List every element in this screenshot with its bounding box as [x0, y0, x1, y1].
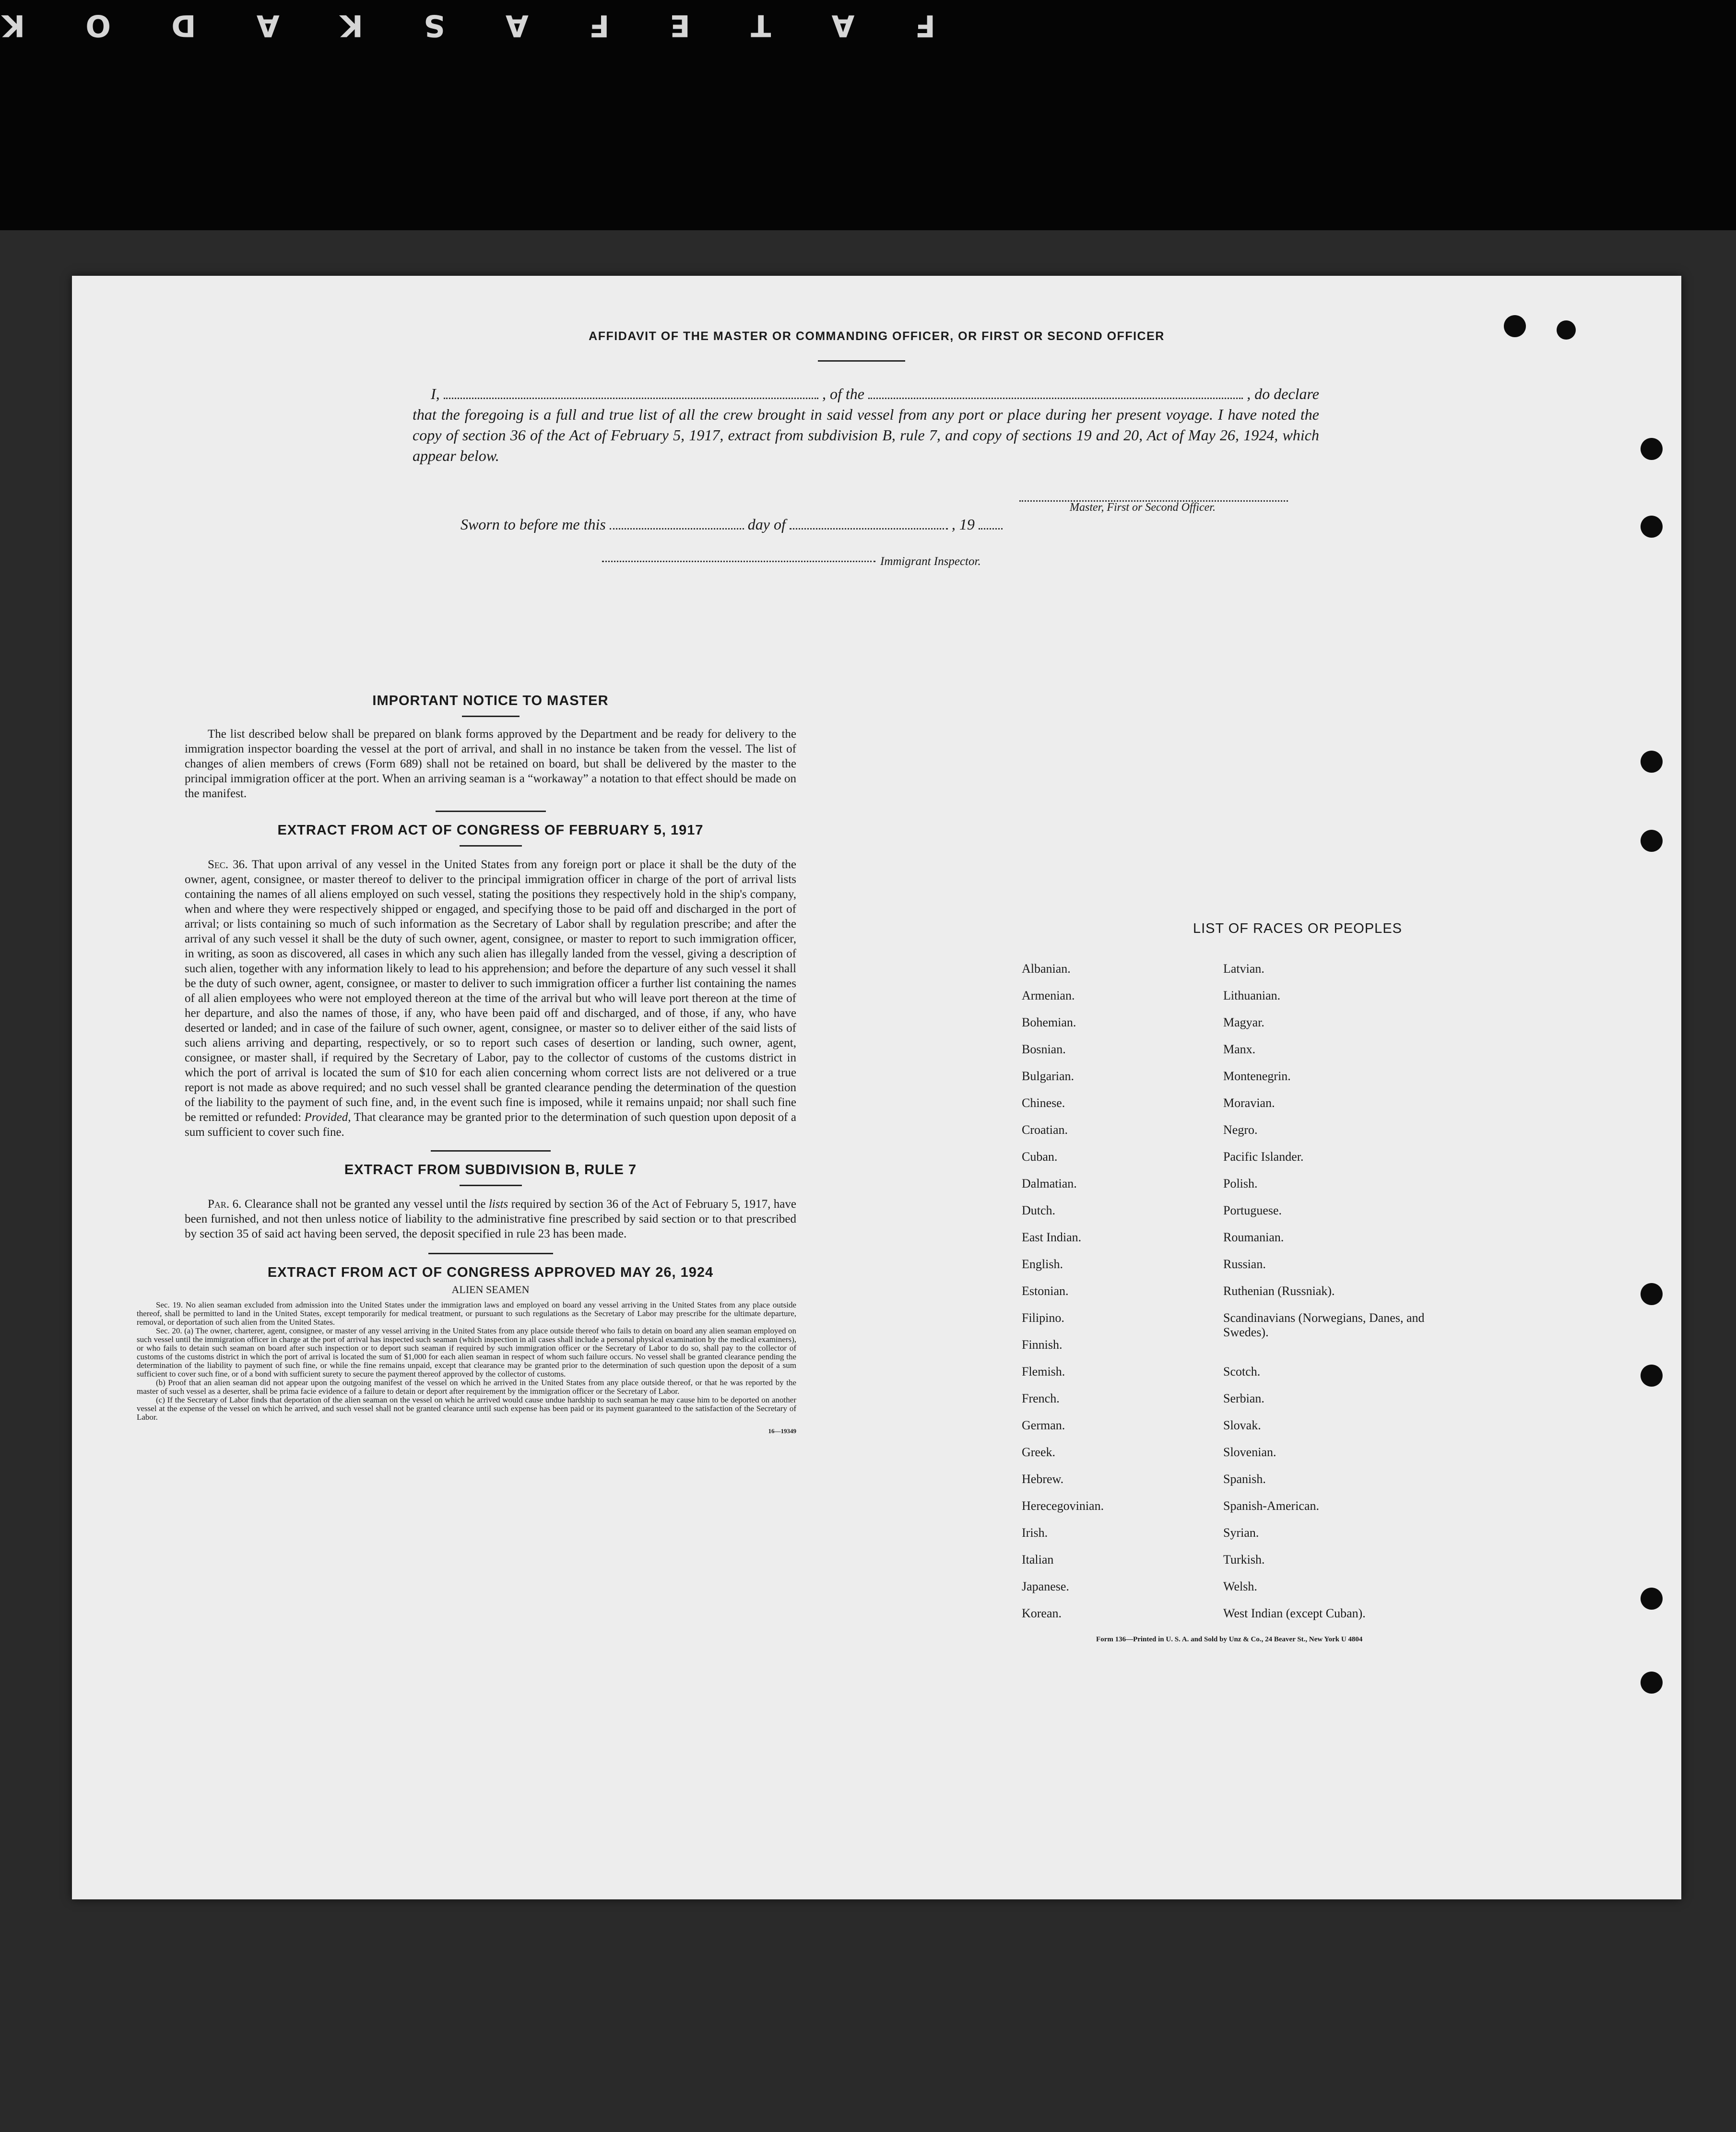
- film-edge-letter: A: [254, 8, 280, 43]
- affidavit-statement: [413, 384, 1319, 466]
- film-edge-letter: T: [749, 8, 771, 43]
- film-edge-letter: O: [83, 8, 111, 43]
- section-20c: (c) If the Secretary of Labor finds that deportation of the alien seaman on the vessel on which he arrived would cause undue hardship to such seaman he may cause him to be deported on another vessel at the expense of the vessel on which he arrived, and such vessel shall not be granted clearance until such expense has been paid or its payment guaranteed to the satisfaction of the Secretary of Labor.: [137, 1395, 796, 1422]
- races-title: LIST OF RACES OR PEOPLES: [1193, 921, 1403, 936]
- year-blank: [979, 515, 1003, 530]
- race-item-left: Greek.: [1022, 1445, 1056, 1459]
- divider: [436, 811, 546, 812]
- race-item-left: Bosnian.: [1022, 1042, 1066, 1056]
- affidavit-i: I,: [431, 385, 440, 402]
- race-item-right: Magyar.: [1223, 1015, 1264, 1029]
- race-item-left: Herecegovinian.: [1022, 1499, 1104, 1513]
- sworn-year: , 19: [951, 516, 975, 533]
- race-item-right: Syrian.: [1223, 1526, 1259, 1540]
- section-text: That upon arrival of any vessel in the United States from any foreign port or place it shall be the duty of the owner, agent, consignee, or master thereof to deliver to the principal immigration officer in charge of the port of arrival lists containing the names of all aliens employed on such vessel, stating the positions they respectively hold in the ship's company, when and where they were respectively shipped or engaged, and specifying those to be paid off and discharged in the port of arrival; or lists containing so much of such information as the Secretary of Labor shall by regulation prescribe; and after the arrival of any such vessel it shall be the duty of such owner, agent, consignee, or master to report to such immigration officer, in writing, as soon as discovered, all cases in which any such alien has illegally landed from the vessel, giving a description of such alien, together with any information likely to lead to his apprehension; and before the departure of any such vessel it shall be the duty of such owner, agent, consignee, or master to deliver to such immigration officer a further list containing the names of all alien employees who were not employed thereon at the time of the arrival but who will leave port thereon at the time of her departure, and also the names of those, if any, who have been paid off and discharged, and of those, if any, who have deserted or landed; and in case of the failure of such owner, agent, consignee, or master so to deliver either of the said lists of such aliens arriving and departing, respectively, or so to report such cases of desertion or landing, such owner, agent, consignee, or master shall, if required by the Secretary of Labor, pay to the collector of customs of the customs district in which the port of arrival is located the sum of $10 for each alien concerning whom correct lists are not delivered or a true report is not made as above required; and no such vessel shall be granted clearance pending the determination of the question of the liability to the payment of such fine, and, in the event such fine is imposed, while it remains unpaid; nor shall such fine be remitted or refunded:: [185, 858, 796, 1124]
- race-item-right: Negro.: [1223, 1123, 1258, 1137]
- race-item-right: Polish.: [1223, 1177, 1258, 1190]
- inspector-line: [602, 553, 875, 562]
- sworn-line: [461, 515, 1132, 533]
- race-item-right: Spanish-American.: [1223, 1499, 1320, 1513]
- proviso-label: Provided,: [304, 1111, 351, 1124]
- notice-body: The list described below shall be prepared on blank forms approved by the Department and be ready for delivery to the immigration inspector boarding the vessel at the port of arrival, and shall in no instance be taken from the vessel. The list of changes of alien members of crews (Form 689) shall not be retained on board, but shall be delivered by the master to the principal immigration officer at the port. When an arriving seaman is a “workaway” a notation to that effect should be made on the manifest.: [185, 728, 796, 800]
- affidavit-declare: , do declare: [1247, 385, 1319, 402]
- race-item-left: Chinese.: [1022, 1096, 1065, 1110]
- race-item-right: Russian.: [1223, 1257, 1266, 1271]
- day-blank: [610, 515, 744, 530]
- binder-hole: [1641, 1283, 1663, 1305]
- race-item-left: Finnish.: [1022, 1338, 1063, 1352]
- race-item-right: Turkish.: [1223, 1553, 1265, 1567]
- divider: [462, 716, 520, 717]
- race-item-right: West Indian (except Cuban).: [1223, 1606, 1366, 1620]
- film-edge-letter: D: [169, 8, 196, 43]
- rule-7-title: EXTRACT FROM SUBDIVISION B, RULE 7: [344, 1162, 637, 1178]
- proviso-text: That clearance may be granted prior to the determination of such question upon deposit of a sum sufficient to cover such fine.: [185, 1111, 797, 1139]
- race-item-right: Ruthenian (Russniak).: [1223, 1284, 1335, 1298]
- extract-1917-body: [185, 857, 796, 1140]
- film-edge: [0, 0, 1736, 230]
- form-code: 16—19349: [768, 1427, 796, 1435]
- section-label: Sec. 36.: [208, 858, 248, 871]
- document-page: [72, 276, 1681, 1899]
- sworn-day: day of: [747, 516, 786, 533]
- extract-1924-body: [137, 1301, 796, 1435]
- film-edge-letter: K: [0, 8, 25, 43]
- race-item-right: Moravian.: [1223, 1096, 1275, 1110]
- divider: [460, 1185, 522, 1186]
- race-item-left: Estonian.: [1022, 1284, 1069, 1298]
- extract-1917-title: EXTRACT FROM ACT OF CONGRESS OF FEBRUARY 5, 1917: [277, 823, 704, 838]
- notice-title: IMPORTANT NOTICE TO MASTER: [372, 693, 609, 708]
- race-item-left: Cuban.: [1022, 1150, 1058, 1164]
- race-item-left: Dutch.: [1022, 1203, 1056, 1217]
- race-item-left: Croatian.: [1022, 1123, 1068, 1137]
- divider: [818, 360, 905, 362]
- binder-hole: [1641, 1365, 1663, 1387]
- divider: [460, 845, 522, 847]
- film-edge-letter: E: [668, 8, 690, 43]
- film-edge-letter: A: [829, 8, 855, 43]
- section-19: Sec. 19. No alien seaman excluded from admission into the United States under the immigration laws and employed on board any vessel arriving in the United States from any place outside thereof, shall be permitted to land in the United States, except temporarily for medical treatment, or pursuant to such regulations as the Secretary of Labor may prescribe for the ultimate departure, removal, or deportation of such alien from the United States.: [137, 1300, 796, 1327]
- section-20a: Sec. 20. (a) The owner, charterer, agent, consignee, or master of any vessel arriving in the United States from any place outside thereof who fails to detain on board any alien seaman employed on such vessel until the immigration officer in charge at the port of arrival has inspected such seaman (which inspection in all cases shall include a personal physical examination by the medical examiners), or who fails to detain such seaman on board after such inspection or to deport such seaman if required by such immigration officer or the Secretary of Labor to do so, shall pay to the collector of customs of the customs district in which the port of arrival is located the sum of $1,000 for each alien seaman in respect of whom such failure occurs. No vessel shall be granted clearance pending the determination of the liability to payment of such fine, or while the fine remains unpaid, except that clearance may be granted prior to the determination of such question upon the deposit of a sum sufficient to cover such fine, or of a bond with sufficient surety to secure the payment thereof approved by the collector of customs.: [137, 1326, 796, 1378]
- race-item-right: Pacific Islander.: [1223, 1150, 1304, 1164]
- sworn-prefix: Sworn to before me this: [461, 516, 606, 533]
- name-blank: [444, 386, 818, 399]
- race-item-left: Flemish.: [1022, 1365, 1065, 1378]
- rule-7-text-b: required by section 36 of the Act of February 5, 1917, have been furnished, and not then unless notice of liability to the administrative fine prescribed by said section or to that prescribed by section 35 of said act having been served, the deposit specified in rule 23 has been made.: [185, 1198, 796, 1240]
- race-item-right: [1223, 1338, 1453, 1365]
- race-item-left: Italian: [1022, 1553, 1054, 1567]
- race-item-left: East Indian.: [1022, 1230, 1082, 1244]
- race-item-left: French.: [1022, 1391, 1060, 1405]
- binder-hole: [1641, 438, 1663, 460]
- signature-label: Master, First or Second Officer.: [1070, 501, 1216, 514]
- race-item-right: Spanish.: [1223, 1472, 1266, 1486]
- film-edge-text: [0, 0, 935, 43]
- race-item-right: Slovak.: [1223, 1418, 1261, 1432]
- rule-7-text-a: Clearance shall not be granted any vessel until the: [244, 1198, 489, 1211]
- race-item-right: Scotch.: [1223, 1365, 1261, 1378]
- race-item-left: Korean.: [1022, 1606, 1062, 1620]
- extract-1924-subtitle: ALIEN SEAMEN: [451, 1284, 530, 1296]
- race-item-left: Japanese.: [1022, 1579, 1069, 1593]
- race-item-right: Roumanian.: [1223, 1230, 1284, 1244]
- race-item-right: Portuguese.: [1223, 1203, 1282, 1217]
- divider: [428, 1253, 553, 1254]
- race-item-left: Filipino.: [1022, 1311, 1064, 1325]
- race-item-left: Dalmatian.: [1022, 1177, 1077, 1190]
- inspector-label: Immigrant Inspector.: [880, 555, 981, 568]
- left-column: [137, 693, 797, 1435]
- race-item-left: Albanian.: [1022, 962, 1071, 976]
- month-blank: [790, 515, 948, 530]
- race-item-left: Hebrew.: [1022, 1472, 1064, 1486]
- race-item-right: Welsh.: [1223, 1579, 1257, 1593]
- race-item-left: English.: [1022, 1257, 1063, 1271]
- race-item-right: Serbian.: [1223, 1391, 1264, 1405]
- race-item-right: Montenegrin.: [1223, 1069, 1291, 1083]
- film-edge-letter: S: [422, 8, 445, 43]
- race-item-left: Irish.: [1022, 1526, 1048, 1540]
- binder-hole: [1641, 1672, 1663, 1694]
- race-item-left: Bohemian.: [1022, 1015, 1076, 1029]
- film-edge-letter: A: [503, 8, 529, 43]
- affidavit-title: AFFIDAVIT OF THE MASTER OR COMMANDING OFFICER, OR FIRST OR SECOND OFFICER: [589, 330, 1165, 343]
- race-item-right: Manx.: [1223, 1042, 1256, 1056]
- binder-hole: [1641, 751, 1663, 773]
- race-item-right: Slovenian.: [1223, 1445, 1276, 1459]
- race-item-left: Bulgarian.: [1022, 1069, 1075, 1083]
- affidavit-of-the: , of the: [822, 385, 864, 402]
- paragraph-label: Par. 6.: [208, 1198, 242, 1211]
- race-item-right: Latvian.: [1223, 962, 1264, 976]
- race-item-right: Scandinavians (Norwegians, Danes, and Swedes).: [1223, 1311, 1425, 1339]
- race-item-right: Lithuanian.: [1223, 989, 1281, 1002]
- race-item-left: Armenian.: [1022, 989, 1075, 1002]
- section-20b: (b) Proof that an alien seaman did not appear upon the outgoing manifest of the vessel on which he arrived in the United States from any place outside thereof, or that he was reported by the master of such vessel as a deserter, shall be prima facie evidence of a failure to detain or deport after requirement by the immigration officer or the Secretary of Labor.: [137, 1378, 796, 1396]
- form-footer: Form 136—Printed in U. S. A. and Sold by Unz & Co., 24 Beaver St., New York U 4804: [1096, 1636, 1363, 1643]
- divider: [431, 1150, 551, 1152]
- binder-hole: [1641, 830, 1663, 852]
- rule-7-body: [185, 1197, 796, 1241]
- film-edge-letter: F: [913, 8, 935, 43]
- film-edge-letter: K: [338, 8, 363, 43]
- film-edge-letter: F: [587, 8, 610, 43]
- extract-1924-title: EXTRACT FROM ACT OF CONGRESS APPROVED MAY 26, 1924: [267, 1265, 714, 1280]
- affidavit-body-text: that the foregoing is a full and true list of all the crew brought in said vessel from any port or place during her present voyage. I have noted the copy of section 36 of the Act of February 5, 1917, extract from subdivision B, rule 7, and copy of sections 19 and 20, Act of May 26, 1924, which appear below.: [413, 406, 1319, 464]
- rule-7-lists: lists: [488, 1198, 508, 1211]
- vessel-blank: [868, 386, 1243, 399]
- races-list: [1022, 962, 1453, 1633]
- binder-hole: [1641, 1588, 1663, 1610]
- race-item-left: German.: [1022, 1418, 1065, 1432]
- binder-hole: [1641, 516, 1663, 538]
